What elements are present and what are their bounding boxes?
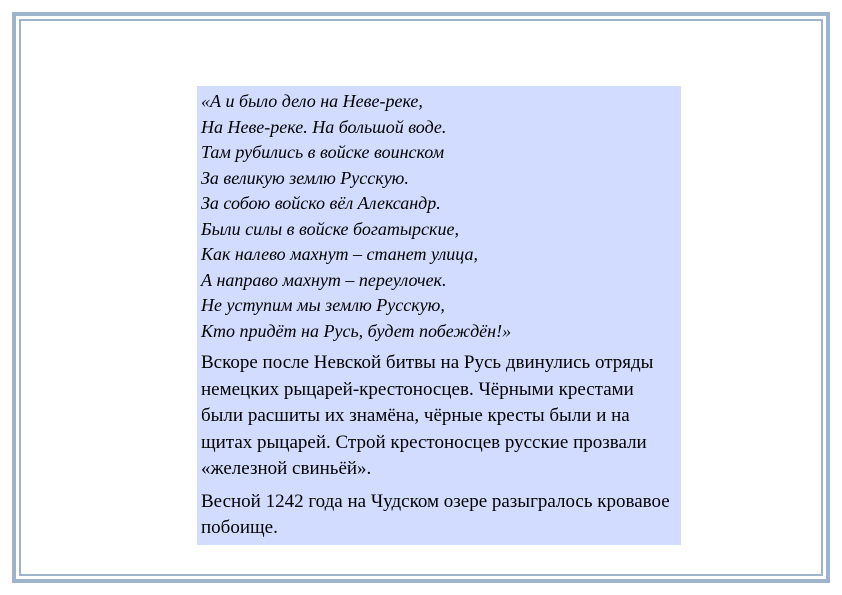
- poem-line: Не уступим мы землю Русскую,: [201, 295, 445, 315]
- poem: [201, 89, 677, 344]
- text-box: [197, 86, 681, 545]
- poem-line: Кто придёт на Русь, будет побеждён!»: [201, 320, 512, 341]
- paragraph-battle-on-ice: Весной 1242 года на Чудском озере разыгралось кровавое побоище.: [201, 490, 670, 538]
- poem-line: Как налево махнут – станет улица,: [201, 244, 479, 264]
- poem-line: За собою войско вёл Александр.: [201, 193, 441, 213]
- poem-line: За великую землю Русскую.: [201, 167, 409, 188]
- paragraph-crusaders: Вскоре после Невской битвы на Русь двинулись отряды немецких рыцарей-крестоносцев. Чёрными крестами были расшиты их знамёна, чёрные кресты были и на щитах рыцарей. Строй крестоносцев русские прозвали «железной свиньёй».: [201, 352, 654, 479]
- poem-line: Там рубились в войске воинском: [201, 142, 445, 162]
- poem-line: На Неве-реке. На большой воде.: [201, 116, 447, 137]
- poem-line: «А и было дело на Неве-реке,: [201, 91, 423, 111]
- poem-line: А направо махнут – переулочек.: [201, 269, 447, 290]
- poem-line: Были силы в войске богатырские,: [201, 218, 459, 239]
